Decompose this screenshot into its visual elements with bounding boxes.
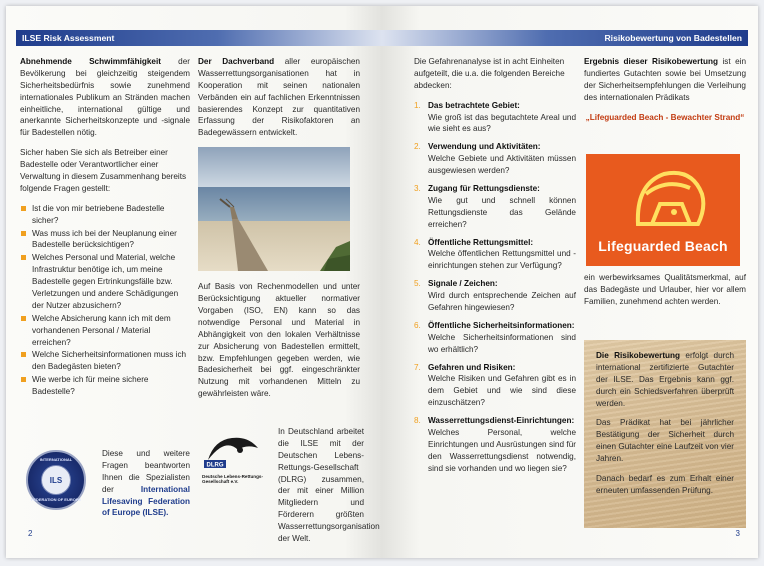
ilse-logo <box>26 450 86 510</box>
right-column-1 <box>414 56 576 481</box>
box-paragraph-2: Das Prädikat hat bei jährlicher Bestätigung der Sicherheit durch einen Gutachter eine Laufzeit von vier Jahren. <box>596 418 734 464</box>
qualitaetsmerkmal-paragraph: ein werbewirksames Qualitätsmerkmal, auf das Badegäste und Urlauber, hier vor allem Familien, zunehmend achten werden. <box>584 273 746 306</box>
list-item: Welche Absicherung kann ich mit dem vorhandenen Personal / Material erreichen? <box>20 313 190 349</box>
left-header-bar <box>16 30 382 46</box>
ilse-logo-text-top: INTERNATIONAL <box>39 457 73 462</box>
list-item: 4. Öffentliche Rettungsmittel: Welche öffentlichen Rettungsmittel und -einrichtungen stehen zur Verfügung? <box>414 237 576 271</box>
dachverband-paragraph: Der Dachverband aller europäischen Wasserrettungsorganisationen hat in Kooperation mit seinen nationalen Verbänden ein auf fachlichen Erkenntnissen basierendes Konzept zur quantitativen Erfassung der Risikofaktoren an Badegewässern entwickelt. <box>198 57 360 138</box>
right-column-2 <box>584 56 746 131</box>
list-item: Was muss ich bei der Neuplanung einer Badestelle berücksichtigen? <box>20 228 190 252</box>
left-page <box>6 6 382 558</box>
bullet-square-icon <box>21 231 26 236</box>
bullet-square-icon <box>21 377 26 382</box>
rechenmodelle-paragraph: Auf Basis von Rechenmodellen und unter Berücksichtigung aktueller normativer Vorgaben (ISO, EN) kann so das notwendige Personal und Material in Abhängigkeit von den lokalen Verhältnisse zur Absicherung von Badestellen ermittelt, bzw. Empfehlungen gegeben werden, wie Badesicherheit bei ggf. eingeschränkter Nutzung mit vorhandenen Mitteln zu gewährleisten wäre. <box>198 282 360 399</box>
dlrg-paragraph-top: In Deutschland arbeitet die ILSE mit der Deutschen Lebens-Rettungs-Gesellschaft (DLRG) zusammen, der mit einer Million Mitgliedern und Förderern größten Wasserrettungsorganisation der Welt. <box>278 427 380 544</box>
dlrg-eagle-icon <box>202 430 264 470</box>
ilse-paragraph: Diese und weitere Fragen beantworten Ihnen die Spezialisten der International Lifesaving Federation of Europe (ILSE). <box>102 449 190 518</box>
brochure-spread <box>6 6 758 558</box>
dlrg-logo-caption: Deutsche Lebens-Rettungs-Gesellschaft e.V. <box>202 473 264 484</box>
risk-assessment-info-box <box>584 340 746 528</box>
intro-rest: der Bevölkerung bei gleichzeitig steigendem Sicherheitsbedürfnis sowie zunehmend internationales Publikum an Stränden machen einheitliche, international gültige und anerkannte Sicherheitskonzepte und -signale für Badestellen nötig. <box>20 57 190 138</box>
left-page-number: 2 <box>28 529 33 539</box>
jetty-photo-svg <box>198 147 350 271</box>
list-item: Welche Sicherheitsinformationen muss ich den Badegästen bieten? <box>20 349 190 373</box>
gefahrenanalyse-intro: Die Gefahrenanalyse ist in acht Einheiten aufgeteilt, die u.a. die folgenden Bereiche abdecken: <box>414 57 565 90</box>
predicate-title: „Lifeguarded Beach - Bewachter Strand“ <box>585 112 745 122</box>
list-item: Wie werbe ich für meine sichere Badestelle? <box>20 374 190 398</box>
right-page-number: 3 <box>735 529 740 539</box>
left-column-2 <box>198 56 360 408</box>
list-item: 2. Verwendung und Aktivitäten: Welche Gebiete und Aktivitäten müssen ausgewiesen werden? <box>414 142 576 176</box>
ilse-logo-center: ILS <box>49 476 63 485</box>
left-column-1 <box>20 56 190 399</box>
ilse-logo-text-bottom: FEDERATION OF EUROPE <box>30 497 82 503</box>
ergebnis-paragraph: Ergebnis dieser Risikobewertung ist ein fundiertes Gutachten sowie bei Umsetzung der Sicherheitsempfehlungen die Verleihung des internationalen Prädikats <box>584 57 746 102</box>
bullet-square-icon <box>21 352 26 357</box>
jetty-photo <box>198 147 350 271</box>
intro-paragraph <box>20 56 190 139</box>
bullet-square-icon <box>21 206 26 211</box>
list-item: 3. Zugang für Rettungsdienste: Wie gut und schnell können Rettungsdienste das Gelände erreichen? <box>414 184 576 229</box>
box-paragraph-1: Die Risikobewertung erfolgt durch international zertifizierte Gutachter der ILSE. Das Ergebnis kann ggf. durch ein Schiedsverfahren überprüft werden. <box>596 351 734 408</box>
list-item: 7. Gefahren und Risiken: Welche Risiken und Gefahren gibt es in dem Gebiet und wie sind diese einzuschätzen? <box>414 362 576 408</box>
list-item: 1. Das betrachtete Gebiet: Wie groß ist das begutachtete Areal und wie sieht es aus? <box>414 100 576 134</box>
right-page <box>382 6 758 558</box>
right-header-bar <box>382 30 748 46</box>
left-header-title: ILSE Risk Assessment <box>22 33 115 43</box>
list-item: Welches Personal und Material, welche Infrastruktur benötige ich, um meine Badestelle gegen Ertrinkungsfälle bzw. Verletzungen und andere Schädigungen der Nutzer abzusichern? <box>20 252 190 311</box>
right-header-title: Risikobewertung von Badestellen <box>604 33 742 43</box>
lifeguarded-beach-sign <box>586 154 740 266</box>
lifeguard-helmet-icon <box>586 154 740 238</box>
questions-intro: Sicher haben Sie sich als Betreiber einer Badestelle oder Verantwortlicher einer Verwaltung in diesem Zusammenhang bereits folgende Fragen gestellt: <box>20 148 187 193</box>
box-paragraph-3: Danach bedarf es zum Erhalt einer erneuten umfassenden Prüfung. <box>596 474 734 495</box>
list-item: 5. Signale / Zeichen: Wird durch entsprechende Zeichen auf Gefahren hingewiesen? <box>414 279 576 313</box>
list-item: 6. Öffentliche Sicherheitsinformationen: Welche Sicherheitsinformationen sind wo erhältlich? <box>414 320 576 354</box>
ilse-logo-inner <box>41 465 71 495</box>
sign-label: Lifeguarded Beach <box>598 237 728 254</box>
analysis-units-list <box>414 100 576 475</box>
question-list <box>20 203 190 398</box>
intro-bold: Abnehmende Schwimmfähigkeit <box>20 57 161 66</box>
dlrg-logo-label: DLRG <box>206 462 224 469</box>
bullet-square-icon <box>21 316 26 321</box>
dlrg-logo <box>202 430 264 484</box>
list-item: 8. Wasserrettungsdienst-Einrichtungen: Welches Personal, welche Einrichtungen und Ausrüstungen sind für den Wasserrettungsdienst notwendig, sind sie vorhanden und wo liegen sie? <box>414 416 576 473</box>
bullet-square-icon <box>21 255 26 260</box>
list-item: Ist die von mir betriebene Badestelle sicher? <box>20 203 190 227</box>
